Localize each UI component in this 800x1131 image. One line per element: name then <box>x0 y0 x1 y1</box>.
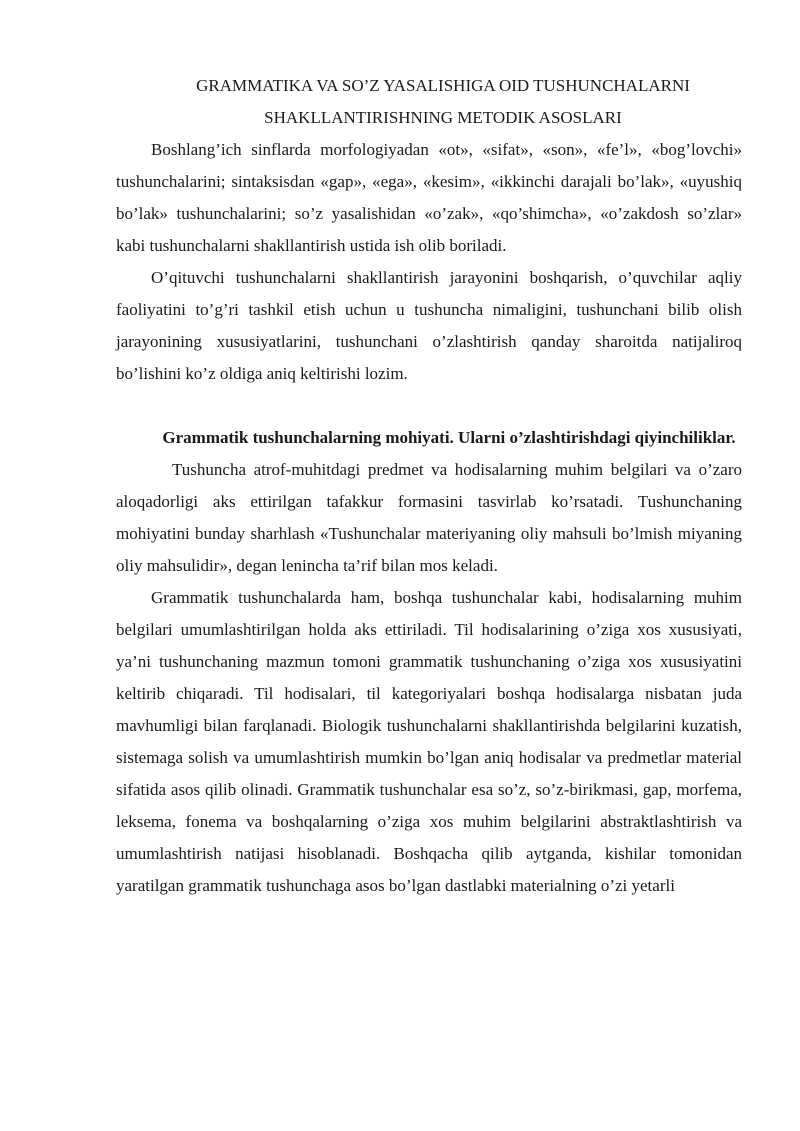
spacer <box>116 390 742 422</box>
paragraph: Grammatik tushunchalarda ham, boshqa tushunchalar kabi, hodisalarning muhim belgilari umumlashtirilgan holda aks ettiriladi. Til hodisalarining o’ziga xos xususiyati, ya’ni tushunchaning mazmun tomoni grammatik tushunchaning o’ziga xos xususiyatini keltirib chiqaradi. Til hodisalari, til kategoriyalari boshqa hodisalarga nisbatan juda mavhumligi bilan farqlanadi. Biologik tushunchalarni shakllantirishda belgilarini kuzatish, sistemaga solish va umumlashtirish mumkin bo’lgan aniq hodisalar va predmetlar material sifatida asos qilib olinadi. Grammatik tushunchalar esa so’z, so’z-birikmasi, gap, morfema, leksema, fonema va boshqalarning o’ziga xos muhim belgilarini abstraktlashtirish va umumlashtirish natijasi hisoblanadi. Boshqacha qilib aytganda, kishilar tomonidan yaratilgan grammatik tushunchaga asos bo’lgan dastlabki materialning o’zi yetarli <box>116 588 742 895</box>
paragraph: O’qituvchi tushunchalarni shakllantirish jarayonini boshqarish, o’quvchilar aqliy faoliyatini to’g’ri tashkil etish uchun u tushuncha nimaligini, tushunchani bilib olish jarayonining xususiyatlarini, tushunchani o’zlashtirish qanday sharoitda natijaliroq bo’lishini ko’z oldiga aniq keltirishi lozim. <box>116 268 742 383</box>
section-heading: Grammatik tushunchalarning mohiyati. Ularni o’zlashtirishdagi qiyinchiliklar. <box>162 428 736 447</box>
paragraph: Tushuncha atrof-muhitdagi predmet va hodisalarning muhim belgilari va o’zaro aloqadorligi aks ettirilgan tafakkur formasini tasvirlab ko’rsatadi. Tushunchaning mohiyatini bunday sharhlash «Tushunchalar materiyaning oliy mahsuli bo’lmish miyaning oliy mahsulidir», degan lenincha ta’rif bilan mos keladi. <box>116 460 742 575</box>
paragraph: Boshlang’ich sinflarda morfologiyadan «ot», «sifat», «son», «fe’l», «bog’lovchi» tushunchalarini; sintaksisdan «gap», «ega», «kesim», «ikkinchi darajali bo’lak», «uyushiq bo’lak» tushunchalarini; so’z yasalishidan «o’zak», «qo’shimcha», «o’zakdosh so’zlar» kabi tushunchalarni shakllantirish ustida ish olib boriladi. <box>116 140 742 255</box>
document-body <box>116 70 742 902</box>
page-title: GRAMMATIKA VA SO’Z YASALISHIGA OID TUSHUNCHALARNI SHAKLLANTIRISHNING METODIK ASOSLARI <box>196 76 690 127</box>
